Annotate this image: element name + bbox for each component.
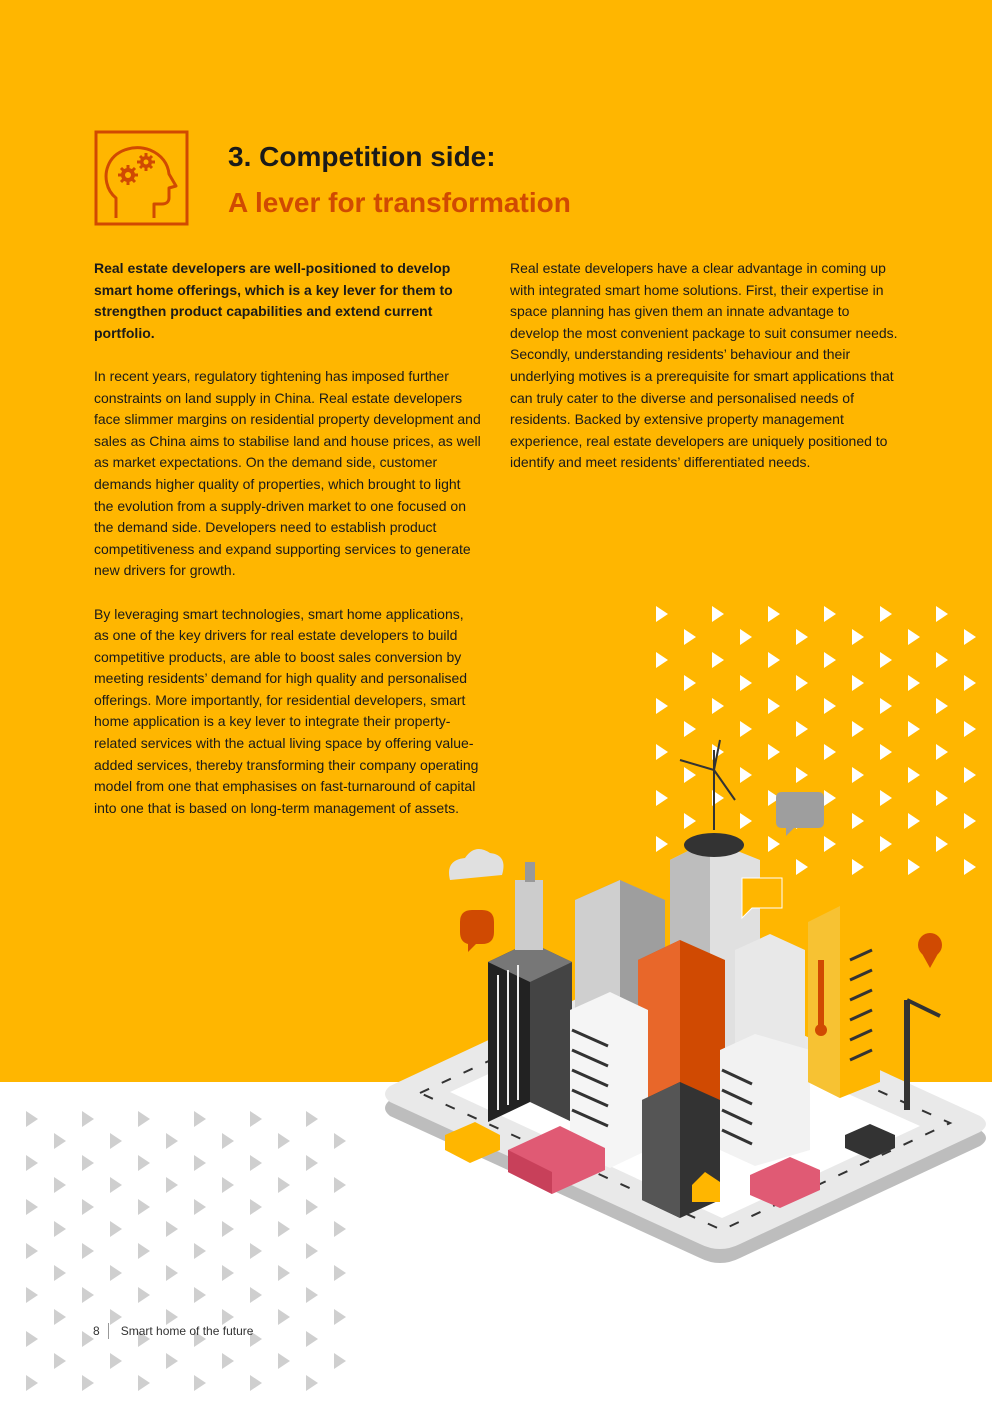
triangle-shape: [824, 652, 836, 668]
triangle-shape: [656, 698, 668, 714]
triangle-shape: [824, 606, 836, 622]
triangle-shape: [250, 1375, 262, 1391]
triangle-shape: [334, 1309, 346, 1325]
triangle-shape: [166, 1177, 178, 1193]
triangle-shape: [222, 1133, 234, 1149]
triangle-shape: [278, 1221, 290, 1237]
triangle-shape: [278, 1353, 290, 1369]
triangle-shape: [222, 1353, 234, 1369]
triangle-shape: [684, 675, 696, 691]
triangle-shape: [964, 675, 976, 691]
triangle-shape: [26, 1287, 38, 1303]
triangle-shape: [796, 675, 808, 691]
triangle-shape: [138, 1287, 150, 1303]
page-subtitle: A lever for transformation: [228, 187, 571, 218]
triangle-shape: [334, 1353, 346, 1369]
triangle-shape: [194, 1287, 206, 1303]
triangle-shape: [768, 652, 780, 668]
page-footer: [93, 1323, 253, 1339]
page-number: 8: [93, 1324, 100, 1338]
triangle-shape: [740, 629, 752, 645]
triangle-shape: [110, 1221, 122, 1237]
triangle-shape: [684, 629, 696, 645]
triangle-shape: [138, 1199, 150, 1215]
triangle-shape: [656, 652, 668, 668]
triangle-shape: [936, 698, 948, 714]
triangle-shape: [796, 629, 808, 645]
triangle-shape: [110, 1353, 122, 1369]
triangle-shape: [306, 1199, 318, 1215]
triangle-shape: [194, 1375, 206, 1391]
triangle-shape: [250, 1243, 262, 1259]
triangle-shape: [740, 675, 752, 691]
triangle-shape: [82, 1287, 94, 1303]
triangle-shape: [250, 1111, 262, 1127]
triangle-shape: [334, 1265, 346, 1281]
triangle-shape: [278, 1265, 290, 1281]
footer-divider: [108, 1323, 109, 1339]
triangle-shape: [26, 1331, 38, 1347]
triangle-shape: [880, 698, 892, 714]
triangle-shape: [908, 629, 920, 645]
triangle-shape: [250, 1287, 262, 1303]
triangle-shape: [768, 698, 780, 714]
triangle-shape: [26, 1243, 38, 1259]
triangle-shape: [824, 698, 836, 714]
triangle-shape: [166, 1133, 178, 1149]
triangle-shape: [110, 1265, 122, 1281]
triangle-shape: [82, 1155, 94, 1171]
body-paragraph: By leveraging smart technologies, smart home applications, as one of the key drivers for real estate developers to build competitive products, are able to boost sales conversion by meeting residents’ demand for high quality and personalised offerings. More importantly, for residential developers, smart home application is a key lever to integrate their property-related services with the actual living space by offering value-added services, thereby transforming their company operating model from one that emphasises on fast-turnaround of capital into one that is based on long-term management of assets.: [94, 605, 479, 816]
triangle-shape: [82, 1243, 94, 1259]
triangle-shape: [306, 1331, 318, 1347]
triangle-shape: [278, 1133, 290, 1149]
triangle-shape: [656, 606, 668, 622]
triangle-shape: [852, 675, 864, 691]
triangle-shape: [334, 1177, 346, 1193]
triangle-shape: [334, 1133, 346, 1149]
right-column: [510, 258, 902, 496]
triangle-shape: [306, 1243, 318, 1259]
triangle-shape: [306, 1375, 318, 1391]
title-block: [228, 140, 571, 220]
triangle-shape: [250, 1199, 262, 1215]
triangle-shape: [334, 1221, 346, 1237]
triangle-pattern-bottom: [20, 1105, 350, 1395]
triangle-shape: [306, 1111, 318, 1127]
triangle-shape: [82, 1375, 94, 1391]
triangle-shape: [166, 1221, 178, 1237]
triangle-shape: [222, 1221, 234, 1237]
triangle-shape: [26, 1375, 38, 1391]
triangle-shape: [222, 1177, 234, 1193]
body-paragraph: In recent years, regulatory tightening has imposed further constraints on land supply in China. Real estate developers face slimmer margins on residential property development and sales as China aims to stabilise land and house prices, as well as market expectations. On the demand side, customer demands higher quality of properties, which brought to light the evolution from a supply-driven market to one focused on the demand side. Developers need to establish product competitiveness and expand supporting services to generate new drivers for growth.: [94, 367, 481, 579]
body-paragraph: Real estate developers have a clear advantage in coming up with integrated smart home solutions. First, their expertise in space planning has given them an innate advantage to develop the most convenient package to suit consumer needs. Secondly, understanding residents’ behaviour and their underlying motives is a prerequisite for smart applications that can truly cater to the diverse and personalised needs of residents. Backed by extensive property management experience, real estate developers are uniquely positioned to identify and meet residents’ differentiated needs.: [510, 260, 898, 471]
footer-document-title: Smart home of the future: [120, 1324, 254, 1338]
triangle-shape: [880, 606, 892, 622]
triangle-shape: [110, 1133, 122, 1149]
triangle-shape: [138, 1375, 150, 1391]
triangle-shape: [82, 1111, 94, 1127]
triangle-shape: [936, 606, 948, 622]
triangle-shape: [54, 1309, 66, 1325]
triangle-shape: [712, 606, 724, 622]
triangle-shape: [26, 1199, 38, 1215]
triangle-shape: [278, 1177, 290, 1193]
triangle-shape: [278, 1309, 290, 1325]
triangle-shape: [712, 652, 724, 668]
triangle-shape: [768, 606, 780, 622]
triangle-shape: [194, 1243, 206, 1259]
triangle-shape: [138, 1155, 150, 1171]
triangle-shape: [306, 1155, 318, 1171]
triangle-shape: [194, 1199, 206, 1215]
triangle-shape: [54, 1353, 66, 1369]
triangle-shape: [138, 1111, 150, 1127]
triangle-shape: [54, 1221, 66, 1237]
triangle-shape: [54, 1177, 66, 1193]
page-title: 3. Competition side:: [228, 141, 496, 172]
triangle-shape: [222, 1265, 234, 1281]
triangle-shape: [110, 1177, 122, 1193]
triangle-shape: [880, 652, 892, 668]
triangle-shape: [82, 1199, 94, 1215]
triangle-shape: [194, 1155, 206, 1171]
triangle-shape: [166, 1265, 178, 1281]
lead-paragraph: Real estate developers are well-positioned to develop smart home offerings, which is a key lever for them to strengthen product capabilities and extend current portfolio.: [94, 260, 453, 341]
triangle-shape: [166, 1353, 178, 1369]
triangle-shape: [138, 1243, 150, 1259]
triangle-shape: [54, 1265, 66, 1281]
triangle-shape: [852, 629, 864, 645]
triangle-shape: [964, 629, 976, 645]
triangle-shape: [306, 1287, 318, 1303]
head-gears-icon: [94, 130, 189, 226]
triangle-shape: [908, 675, 920, 691]
triangle-shape: [194, 1111, 206, 1127]
triangle-shape: [54, 1133, 66, 1149]
triangle-shape: [26, 1155, 38, 1171]
triangle-shape: [26, 1111, 38, 1127]
triangle-shape: [712, 698, 724, 714]
triangle-shape: [250, 1155, 262, 1171]
triangle-shape: [936, 652, 948, 668]
smart-city-isometric-icon: [380, 730, 992, 1300]
